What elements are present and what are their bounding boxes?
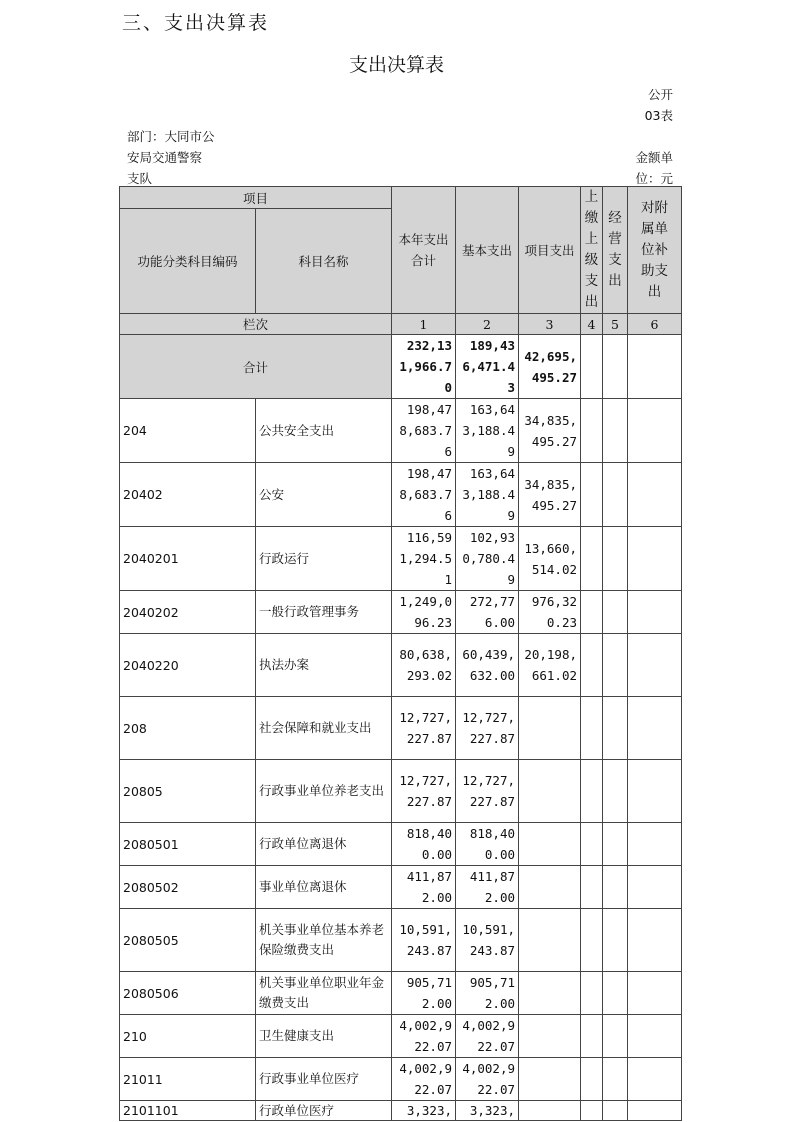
function-code-cell: 210 bbox=[120, 1015, 256, 1058]
empty-cell bbox=[628, 527, 682, 591]
empty-cell bbox=[581, 527, 603, 591]
total-cell: 12,727,227.87 bbox=[392, 760, 456, 823]
function-code-cell: 204 bbox=[120, 399, 256, 463]
function-code-cell: 2080506 bbox=[120, 972, 256, 1015]
column-number: 6 bbox=[628, 314, 682, 335]
empty-cell bbox=[581, 697, 603, 760]
total-cell: 80,638,293.02 bbox=[392, 634, 456, 697]
table-row bbox=[120, 1101, 682, 1121]
empty-cell bbox=[603, 399, 628, 463]
function-code-cell: 2080501 bbox=[120, 823, 256, 866]
table-row bbox=[120, 527, 682, 591]
empty-cell bbox=[628, 866, 682, 909]
empty-cell bbox=[628, 399, 682, 463]
department-line: 安局交通警察 bbox=[127, 150, 203, 165]
project-cell bbox=[519, 760, 581, 823]
basic-cell: 10,591,243.87 bbox=[456, 909, 519, 972]
table-row bbox=[120, 866, 682, 909]
basic-cell: 163,643,188.49 bbox=[456, 399, 519, 463]
header-project-expense: 项目支出 bbox=[519, 187, 581, 314]
total-row bbox=[120, 335, 682, 399]
basic-cell: 4,002,922.07 bbox=[456, 1058, 519, 1101]
empty-cell bbox=[628, 463, 682, 527]
header-column-index: 栏次 bbox=[120, 314, 392, 335]
subject-name-cell: 事业单位离退休 bbox=[256, 866, 392, 909]
empty-cell bbox=[603, 866, 628, 909]
table-row bbox=[120, 1058, 682, 1101]
basic-cell: 12,727,227.87 bbox=[456, 697, 519, 760]
subject-name-cell: 机关事业单位基本养老保险缴费支出 bbox=[256, 909, 392, 972]
function-code-cell: 2040220 bbox=[120, 634, 256, 697]
table-row bbox=[120, 823, 682, 866]
total-cell: 198,478,683.76 bbox=[392, 463, 456, 527]
project-cell: 34,835,495.27 bbox=[519, 399, 581, 463]
header-subsidy: 对附属单位补助支出 bbox=[628, 187, 682, 314]
document-title: 支出决算表 bbox=[348, 54, 444, 76]
function-code-cell: 2040201 bbox=[120, 527, 256, 591]
basic-cell: 905,712.00 bbox=[456, 972, 519, 1015]
column-number: 2 bbox=[456, 314, 519, 335]
empty-cell bbox=[628, 909, 682, 972]
table-number: 03表 bbox=[644, 108, 673, 123]
total-cell: 12,727,227.87 bbox=[392, 697, 456, 760]
empty-cell bbox=[581, 909, 603, 972]
empty-cell bbox=[581, 399, 603, 463]
unit-line: 位：元 bbox=[635, 171, 673, 186]
function-code-cell: 20805 bbox=[120, 760, 256, 823]
empty-cell bbox=[603, 634, 628, 697]
empty-cell bbox=[603, 591, 628, 634]
function-code-cell: 2080502 bbox=[120, 866, 256, 909]
empty-cell bbox=[603, 972, 628, 1015]
empty-cell bbox=[603, 335, 628, 399]
empty-cell bbox=[628, 697, 682, 760]
project-cell bbox=[519, 697, 581, 760]
subject-name-cell: 公共安全支出 bbox=[256, 399, 392, 463]
total-basic: 189,436,471.43 bbox=[456, 335, 519, 399]
empty-cell bbox=[628, 972, 682, 1015]
function-code-cell: 21011 bbox=[120, 1058, 256, 1101]
empty-cell bbox=[603, 463, 628, 527]
header-operating: 经营支出 bbox=[603, 187, 628, 314]
subject-name-cell: 行政事业单位医疗 bbox=[256, 1058, 392, 1101]
project-cell: 13,660,514.02 bbox=[519, 527, 581, 591]
header-project: 项目 bbox=[120, 187, 392, 209]
empty-cell bbox=[581, 335, 603, 399]
function-code-cell: 2101101 bbox=[120, 1101, 256, 1121]
empty-cell bbox=[628, 823, 682, 866]
subject-name-cell: 卫生健康支出 bbox=[256, 1015, 392, 1058]
basic-cell: 3,323, bbox=[456, 1101, 519, 1121]
column-number: 5 bbox=[603, 314, 628, 335]
empty-cell bbox=[628, 1101, 682, 1121]
department-line: 支队 bbox=[127, 171, 153, 186]
table-row bbox=[120, 591, 682, 634]
unit-label bbox=[635, 147, 673, 189]
table-row bbox=[120, 909, 682, 972]
total-cell: 4,002,922.07 bbox=[392, 1015, 456, 1058]
total-cell: 905,712.00 bbox=[392, 972, 456, 1015]
project-cell bbox=[519, 909, 581, 972]
table-row bbox=[120, 634, 682, 697]
header-total: 本年支出合计 bbox=[392, 187, 456, 314]
empty-cell bbox=[581, 1058, 603, 1101]
subject-name-cell: 机关事业单位职业年金缴费支出 bbox=[256, 972, 392, 1015]
project-cell bbox=[519, 1058, 581, 1101]
empty-cell bbox=[628, 591, 682, 634]
table-row bbox=[120, 697, 682, 760]
empty-cell bbox=[603, 697, 628, 760]
table-row bbox=[120, 972, 682, 1015]
table-row bbox=[120, 399, 682, 463]
empty-cell bbox=[628, 335, 682, 399]
subject-name-cell: 一般行政管理事务 bbox=[256, 591, 392, 634]
header-func-code: 功能分类科目编码 bbox=[120, 209, 256, 314]
basic-cell: 163,643,188.49 bbox=[456, 463, 519, 527]
subject-name-cell: 行政单位离退休 bbox=[256, 823, 392, 866]
empty-cell bbox=[581, 760, 603, 823]
empty-cell bbox=[628, 760, 682, 823]
empty-cell bbox=[628, 1015, 682, 1058]
disclosure-label: 公开 bbox=[647, 87, 673, 102]
empty-cell bbox=[628, 634, 682, 697]
empty-cell bbox=[581, 972, 603, 1015]
column-number: 1 bbox=[392, 314, 456, 335]
project-cell: 34,835,495.27 bbox=[519, 463, 581, 527]
basic-cell: 411,872.00 bbox=[456, 866, 519, 909]
subject-name-cell: 公安 bbox=[256, 463, 392, 527]
project-cell bbox=[519, 972, 581, 1015]
table-row bbox=[120, 760, 682, 823]
empty-cell bbox=[628, 1058, 682, 1101]
project-cell: 20,198,661.02 bbox=[519, 634, 581, 697]
project-cell bbox=[519, 823, 581, 866]
total-cell: 198,478,683.76 bbox=[392, 399, 456, 463]
empty-cell bbox=[603, 823, 628, 866]
total-cell: 3,323, bbox=[392, 1101, 456, 1121]
empty-cell bbox=[581, 634, 603, 697]
header-basic: 基本支出 bbox=[456, 187, 519, 314]
basic-cell: 272,776.00 bbox=[456, 591, 519, 634]
empty-cell bbox=[603, 527, 628, 591]
empty-cell bbox=[603, 1101, 628, 1121]
function-code-cell: 20402 bbox=[120, 463, 256, 527]
total-cell: 818,400.00 bbox=[392, 823, 456, 866]
empty-cell bbox=[581, 823, 603, 866]
project-cell bbox=[519, 1101, 581, 1121]
table-row bbox=[120, 1015, 682, 1058]
empty-cell bbox=[603, 760, 628, 823]
subject-name-cell: 执法办案 bbox=[256, 634, 392, 697]
total-cell: 10,591,243.87 bbox=[392, 909, 456, 972]
function-code-cell: 2040202 bbox=[120, 591, 256, 634]
total-cell: 411,872.00 bbox=[392, 866, 456, 909]
unit-line: 金额单 bbox=[635, 150, 673, 165]
total-cell: 4,002,922.07 bbox=[392, 1058, 456, 1101]
subject-name-cell: 社会保障和就业支出 bbox=[256, 697, 392, 760]
empty-cell bbox=[581, 1101, 603, 1121]
total-sum: 232,131,966.70 bbox=[392, 335, 456, 399]
subject-name-cell: 行政事业单位养老支出 bbox=[256, 760, 392, 823]
header-upper: 上缴上级支出 bbox=[581, 187, 603, 314]
basic-cell: 4,002,922.07 bbox=[456, 1015, 519, 1058]
project-cell bbox=[519, 1015, 581, 1058]
basic-cell: 102,930,780.49 bbox=[456, 527, 519, 591]
department-line: 部门：大同市公 bbox=[127, 129, 215, 144]
expense-table bbox=[119, 186, 682, 1121]
header-subject-name: 科目名称 bbox=[256, 209, 392, 314]
total-label: 合计 bbox=[120, 335, 392, 399]
function-code-cell: 208 bbox=[120, 697, 256, 760]
total-project: 42,695,495.27 bbox=[519, 335, 581, 399]
basic-cell: 12,727,227.87 bbox=[456, 760, 519, 823]
subject-name-cell: 行政单位医疗 bbox=[256, 1101, 392, 1121]
basic-cell: 818,400.00 bbox=[456, 823, 519, 866]
empty-cell bbox=[603, 1058, 628, 1101]
project-cell: 976,320.23 bbox=[519, 591, 581, 634]
column-number: 3 bbox=[519, 314, 581, 335]
empty-cell bbox=[581, 1015, 603, 1058]
basic-cell: 60,439,632.00 bbox=[456, 634, 519, 697]
total-cell: 116,591,294.51 bbox=[392, 527, 456, 591]
empty-cell bbox=[603, 1015, 628, 1058]
department-label bbox=[127, 126, 215, 189]
function-code-cell: 2080505 bbox=[120, 909, 256, 972]
section-title: 三、支出决算表 bbox=[122, 12, 270, 34]
empty-cell bbox=[603, 909, 628, 972]
empty-cell bbox=[581, 463, 603, 527]
subject-name-cell: 行政运行 bbox=[256, 527, 392, 591]
total-cell: 1,249,096.23 bbox=[392, 591, 456, 634]
empty-cell bbox=[581, 866, 603, 909]
table-row bbox=[120, 463, 682, 527]
empty-cell bbox=[581, 591, 603, 634]
column-number: 4 bbox=[581, 314, 603, 335]
project-cell bbox=[519, 866, 581, 909]
